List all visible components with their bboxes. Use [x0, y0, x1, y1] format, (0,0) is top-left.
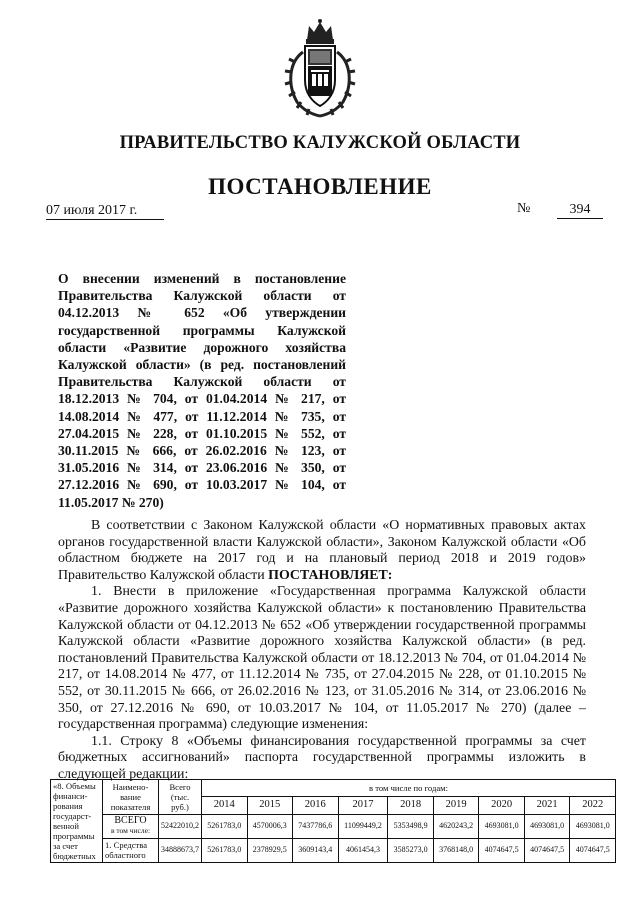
year-cell: 2020 [479, 797, 525, 814]
col-header-years: в том числе по годам: [202, 780, 616, 797]
table-row-regional [51, 838, 616, 862]
resolves-keyword: ПОСТАНОВЛЯЕТ: [268, 567, 393, 583]
year-cell: 2022 [570, 797, 616, 814]
row-name-regional: 1. Средства областного [103, 838, 159, 862]
row-year-value: 3585273,0 [388, 838, 434, 862]
document-date: 07 июля 2017 г. [46, 203, 138, 218]
col-header-name: Наимено-вание показателя [103, 780, 159, 815]
year-cell: 2019 [433, 797, 479, 814]
row-name-total: ВСЕГО [114, 815, 147, 827]
row-year-value: 4620243,2 [433, 814, 479, 838]
coat-of-arms-emblem [283, 18, 357, 118]
table-header-row [51, 780, 616, 797]
row-year-value: 4693081,0 [524, 814, 570, 838]
government-name: ПРАВИТЕЛЬСТВО КАЛУЖСКОЙ ОБЛАСТИ [119, 133, 521, 153]
year-cell: 2014 [202, 797, 248, 814]
row-label-cell: «8. Объемы финанси-рования государст-венной программы за счет бюджетных [51, 780, 103, 863]
row-year-value: 2378929,5 [247, 838, 293, 862]
row-total-value: 52422010,2 [159, 814, 202, 838]
date-underline [46, 219, 164, 220]
number-label: № [517, 201, 531, 216]
document-type: ПОСТАНОВЛЕНИЕ [208, 174, 432, 199]
row-year-value: 4074647,5 [479, 838, 525, 862]
row-year-value: 5353498,9 [388, 814, 434, 838]
row-year-value: 4074647,5 [570, 838, 616, 862]
table-row-total [51, 814, 616, 838]
document-body [58, 518, 586, 784]
year-cell: 2017 [338, 797, 388, 814]
row-year-value: 4570006,3 [247, 814, 293, 838]
row-year-value: 5261783,0 [202, 814, 248, 838]
year-cell: 2021 [524, 797, 570, 814]
clause-1-1: 1.1. Строку 8 «Объемы финансирования государственной программы за счет бюджетных ассигнований» паспорта государственной программы изложить в следующей редакции: [58, 733, 586, 782]
row-name-sub: в том числе: [110, 826, 151, 836]
row-year-value: 4693081,0 [479, 814, 525, 838]
number-value: 394 [557, 201, 603, 219]
row-year-value: 4061454,3 [338, 838, 388, 862]
col-header-total: Всего (тыс. руб.) [159, 780, 202, 815]
row-year-value: 11099449,2 [338, 814, 388, 838]
preamble-paragraph [58, 518, 586, 584]
financing-table [50, 779, 616, 863]
year-cell: 2015 [247, 797, 293, 814]
clause-1: 1. Внести в приложение «Государственная программа Калужской области «Развитие дорожного хозяйства Калужской области» к постановлению Правительства Калужской области от 04.12.2013 № 652 «Об утверждении государственной программы Калужской области «Развитие дорожного хозяйства Калужской области» (в ред. постановлений Правительства Калужской области от 18.12.2013 № 704, от 01.04.2014 № 217, от 14.08.2014 № 477, от 11.12.2014 № 735, от 27.04.2015 № 228, от 01.10.2015 № 552, от 30.11.2015 № 666, от 26.02.2016 № 123, от 31.05.2016 № 314, от 23.06.2016 № 350, от 27.12.2016 № 690, от 10.03.2017 № 104, от 11.05.2017 № 270) (далее – государственная программа) следующие изменения: [58, 584, 586, 733]
row-year-value: 4693081,0 [570, 814, 616, 838]
row-year-value: 3768148,0 [433, 838, 479, 862]
row-year-value: 7437786,6 [293, 814, 339, 838]
row-total-value: 34888673,7 [159, 838, 202, 862]
row-year-value: 5261783,0 [202, 838, 248, 862]
preamble-text: В соответствии с Законом Калужской области «О нормативных правовых актах органов государственной власти Калужской области», Законом Калужской области «Об областном бюджете на 2017 год и на плановый период 2018 и 2019 годов» Правительство Калужской области [58, 518, 586, 583]
row-name [103, 814, 159, 838]
year-cell: 2016 [293, 797, 339, 814]
row-year-value: 3609143,4 [293, 838, 339, 862]
year-cell: 2018 [388, 797, 434, 814]
document-subject: О внесении изменений в постановление Правительства Калужской области от 04.12.2013 № 652 «Об утверждении государственной программы Калужской области «Развитие дорожного хозяйства Калужской области» (в ред. постановлений Правительства Калужской области от 18.12.2013 № 704, от 01.04.2014 № 217, от 14.08.2014 № 477, от 11.12.2014 № 735, от 27.04.2015 № 228, от 01.10.2015 № 552, от 30.11.2015 № 666, от 26.02.2016 № 123, от 31.05.2016 № 314, от 23.06.2016 № 350, от 27.12.2016 № 690, от 10.03.2017 № 104, от 11.05.2017 № 270) [58, 271, 346, 510]
row-year-value: 4074647,5 [524, 838, 570, 862]
